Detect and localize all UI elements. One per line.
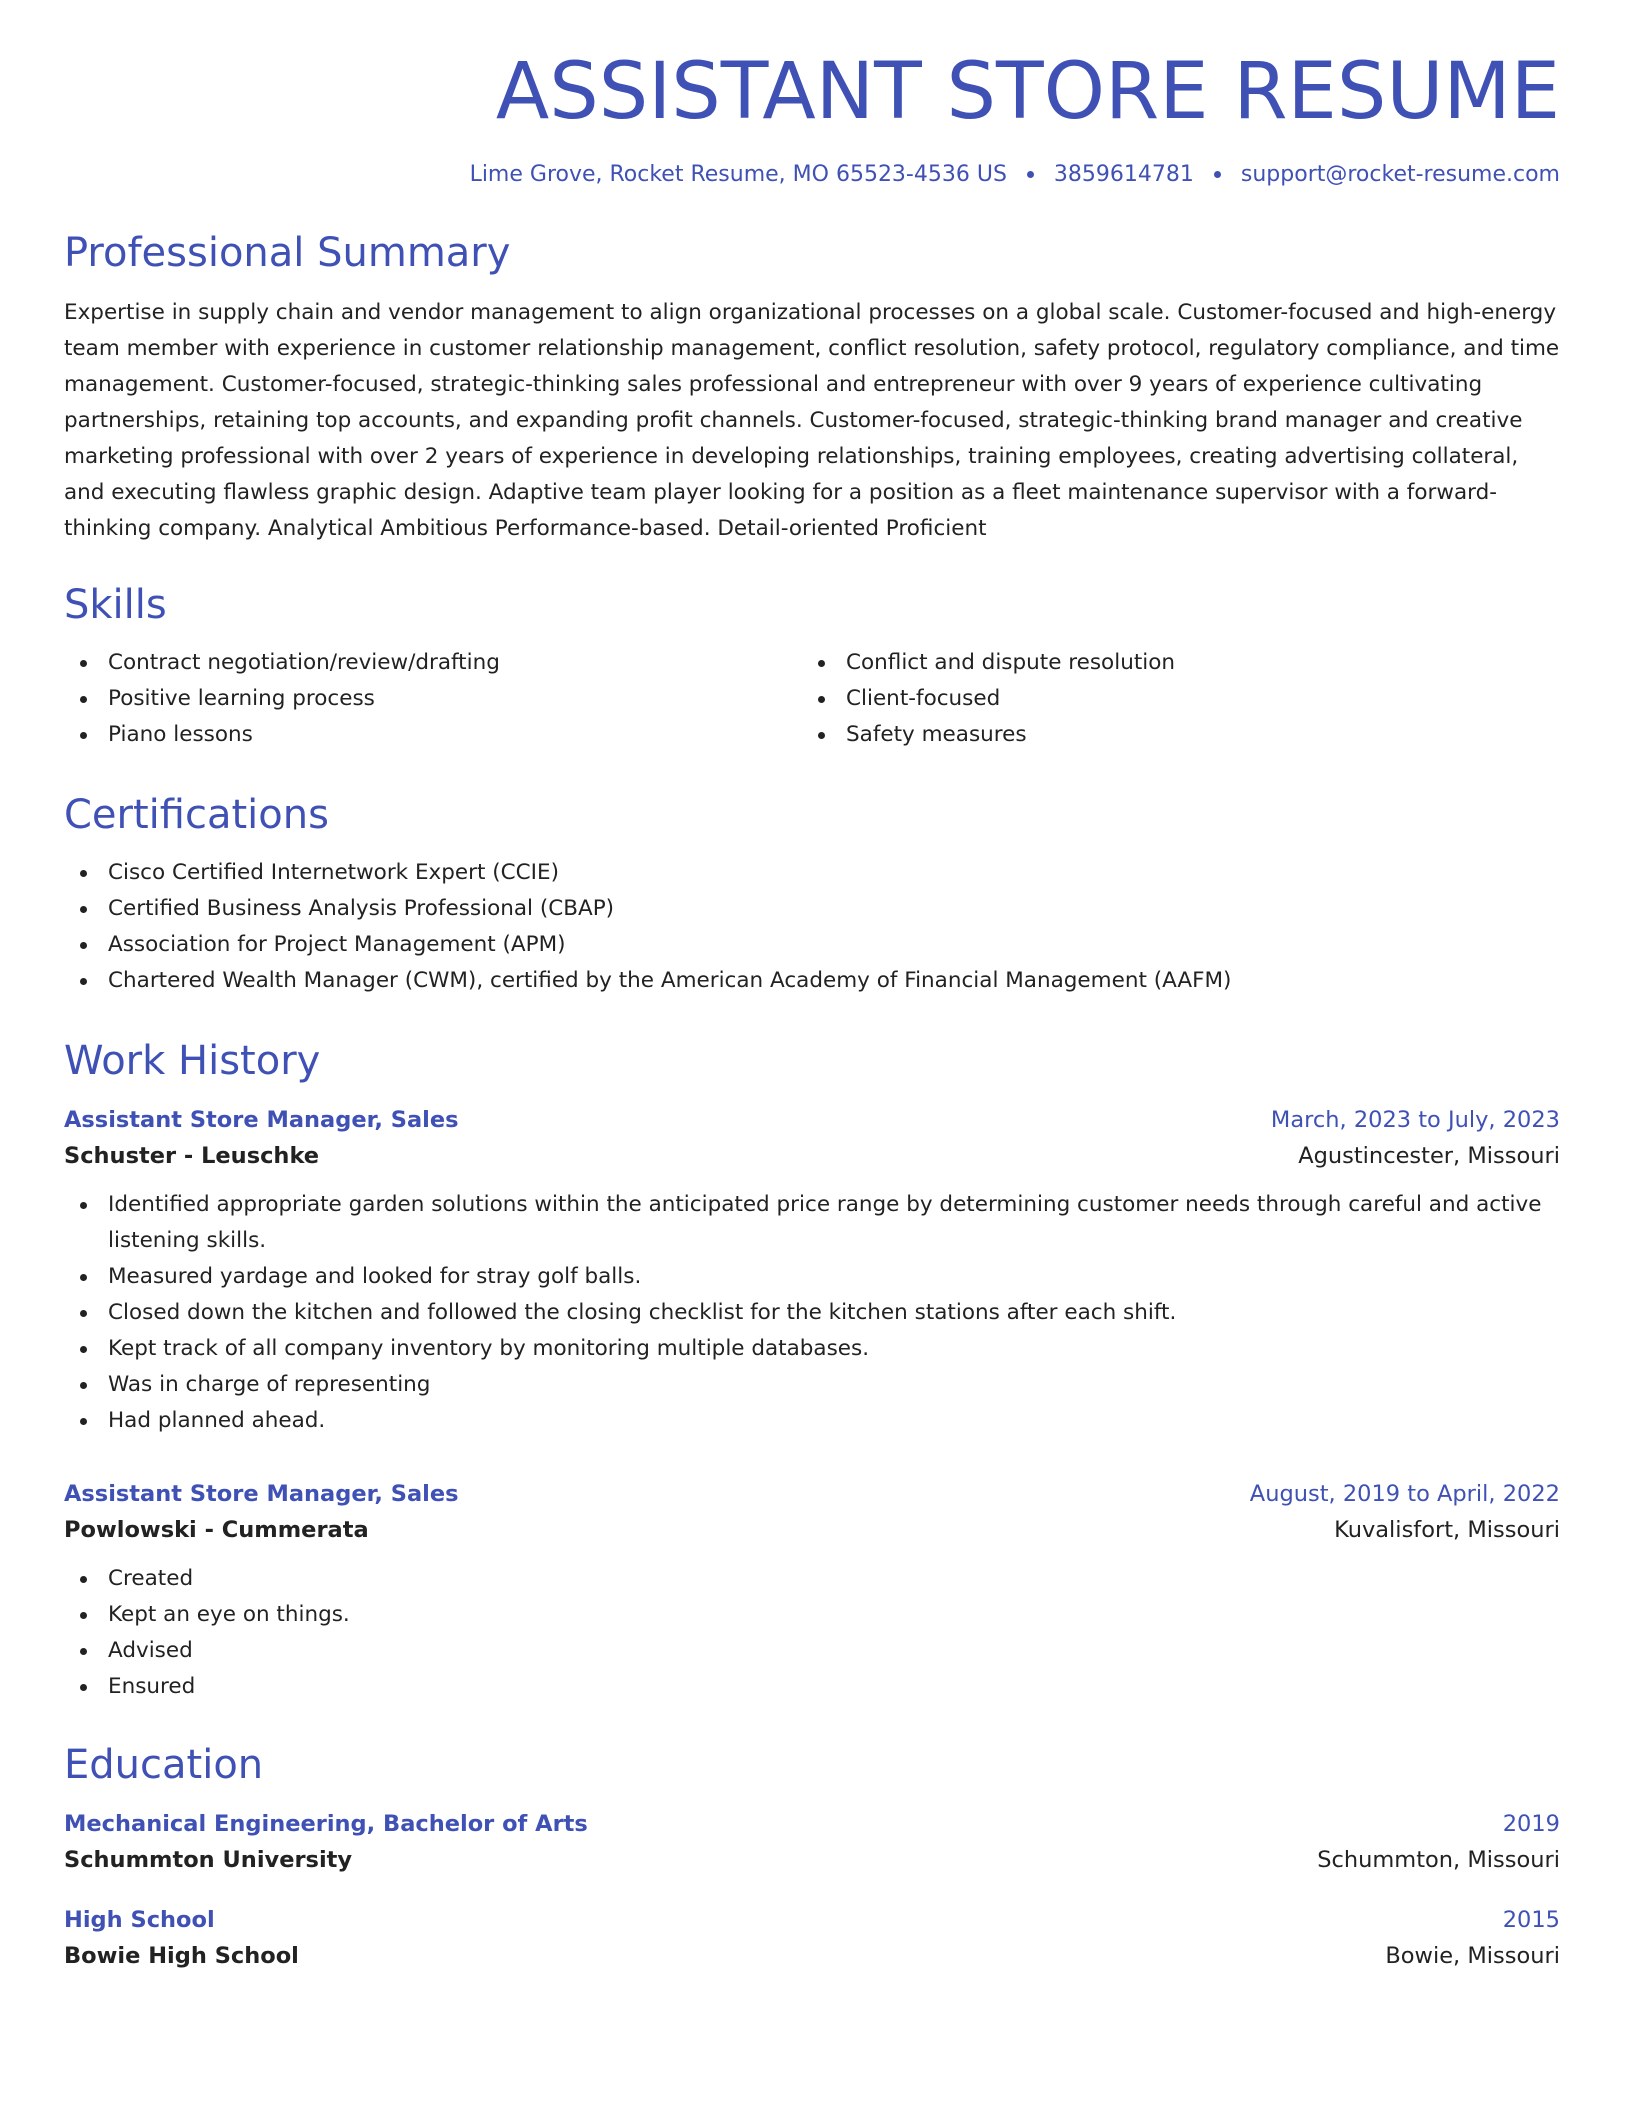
education-section — [64, 1741, 1560, 1969]
skill-item: Conflict and dispute resolution — [802, 645, 1540, 681]
phone-text[interactable]: 3859614781 — [1053, 161, 1194, 187]
work-history-section — [64, 1037, 1560, 1705]
education-degree: High School — [64, 1906, 215, 1933]
certifications-list — [64, 855, 1560, 999]
education-school-row — [64, 1847, 1560, 1873]
address-text: Lime Grove, Rocket Resume, MO 65523-4536 US — [469, 161, 1007, 187]
education-header-row — [64, 1811, 1560, 1837]
job-duty-item: Created — [64, 1561, 1560, 1597]
job-entry — [64, 1481, 1560, 1705]
job-duty-item: Closed down the kitchen and followed the closing checklist for the kitchen stations after each shift. — [64, 1295, 1560, 1331]
education-header-row — [64, 1907, 1560, 1933]
education-school: Schummton University — [64, 1846, 353, 1873]
job-role: Assistant Store Manager, Sales — [64, 1106, 459, 1133]
job-duties-list — [64, 1561, 1560, 1705]
job-employer: Powlowski - Cummerata — [64, 1516, 369, 1543]
education-school-row — [64, 1943, 1560, 1969]
job-duties-list — [64, 1187, 1560, 1439]
job-role: Assistant Store Manager, Sales — [64, 1480, 459, 1507]
job-dates: August, 2019 to April, 2022 — [1249, 1480, 1560, 1507]
education-year: 2015 — [1502, 1906, 1560, 1933]
certification-item: Certified Business Analysis Professional (CBAP) — [64, 891, 1560, 927]
separator-dot-icon — [1027, 171, 1034, 178]
job-header-row — [64, 1481, 1560, 1507]
job-duty-item: Kept track of all company inventory by monitoring multiple databases. — [64, 1331, 1560, 1367]
skills-grid — [64, 645, 1560, 753]
education-entry — [64, 1811, 1560, 1873]
job-location: Kuvalisfort, Missouri — [1334, 1516, 1560, 1543]
job-duty-item: Measured yardage and looked for stray golf balls. — [64, 1259, 1560, 1295]
summary-text: Expertise in supply chain and vendor management to align organizational processes on a global scale. Customer-focused and high-energy team member with experience in customer relationship management, conflict resolution, safety protocol, regulatory compliance, and time management. Customer-focused, strategic-thinking sales professional and entrepreneur with over 9 years of experience cultivating partnerships, retaining top accounts, and expanding profit channels. Customer-focused, strategic-thinking brand manager and creative marketing professional with over 2 years of experience in developing relationships, training employees, creating advertising collateral, and executing flawless graphic design. Adaptive team player looking for a position as a fleet maintenance supervisor with a forward-thinking company. Analytical Ambitious Performance-based. Detail-oriented Proficient — [64, 299, 1560, 541]
job-header-row — [64, 1107, 1560, 1133]
resume-header — [64, 47, 1560, 187]
skill-item: Safety measures — [802, 717, 1540, 753]
resume-page — [64, 47, 1560, 1969]
education-entry — [64, 1907, 1560, 1969]
certification-item: Cisco Certified Internetwork Expert (CCIE) — [64, 855, 1560, 891]
job-dates: March, 2023 to July, 2023 — [1270, 1106, 1560, 1133]
certifications-section — [64, 791, 1560, 999]
job-duty-item: Had planned ahead. — [64, 1403, 1560, 1439]
resume-title: ASSISTANT STORE RESUME — [495, 47, 1560, 137]
separator-dot-icon — [1214, 171, 1221, 178]
job-duty-item: Ensured — [64, 1669, 1560, 1705]
certification-item: Chartered Wealth Manager (CWM), certified by the American Academy of Financial Management (AAFM) — [64, 963, 1560, 999]
education-school: Bowie High School — [64, 1942, 299, 1969]
skill-item: Piano lessons — [64, 717, 802, 753]
job-employer-row — [64, 1517, 1560, 1543]
education-location: Schummton, Missouri — [1317, 1846, 1560, 1873]
section-title-education: Education — [64, 1741, 264, 1788]
job-entry — [64, 1107, 1560, 1439]
job-location: Agustincester, Missouri — [1298, 1142, 1560, 1169]
skill-item: Client-focused — [802, 681, 1540, 717]
skills-section — [64, 581, 1560, 753]
education-degree: Mechanical Engineering, Bachelor of Arts — [64, 1810, 588, 1837]
job-duty-item: Was in charge of representing — [64, 1367, 1560, 1403]
job-employer: Schuster - Leuschke — [64, 1142, 320, 1169]
section-title-skills: Skills — [64, 581, 167, 628]
skills-list-right — [802, 645, 1540, 753]
contact-line — [64, 162, 1560, 187]
education-location: Bowie, Missouri — [1385, 1942, 1560, 1969]
email-link[interactable]: support@rocket-resume.com — [1240, 161, 1560, 187]
certification-item: Association for Project Management (APM) — [64, 927, 1560, 963]
job-duty-item: Kept an eye on things. — [64, 1597, 1560, 1633]
skill-item: Positive learning process — [64, 681, 802, 717]
section-title-summary: Professional Summary — [64, 229, 511, 276]
section-title-certifications: Certifications — [64, 791, 329, 838]
section-title-work-history: Work History — [64, 1037, 321, 1084]
job-employer-row — [64, 1143, 1560, 1169]
job-duty-item: Advised — [64, 1633, 1560, 1669]
job-duty-item: Identified appropriate garden solutions within the anticipated price range by determining customer needs through careful and active listening skills. — [64, 1187, 1560, 1259]
skill-item: Contract negotiation/review/drafting — [64, 645, 802, 681]
education-year: 2019 — [1502, 1810, 1560, 1837]
summary-section — [64, 229, 1560, 547]
skills-list-left — [64, 645, 802, 753]
